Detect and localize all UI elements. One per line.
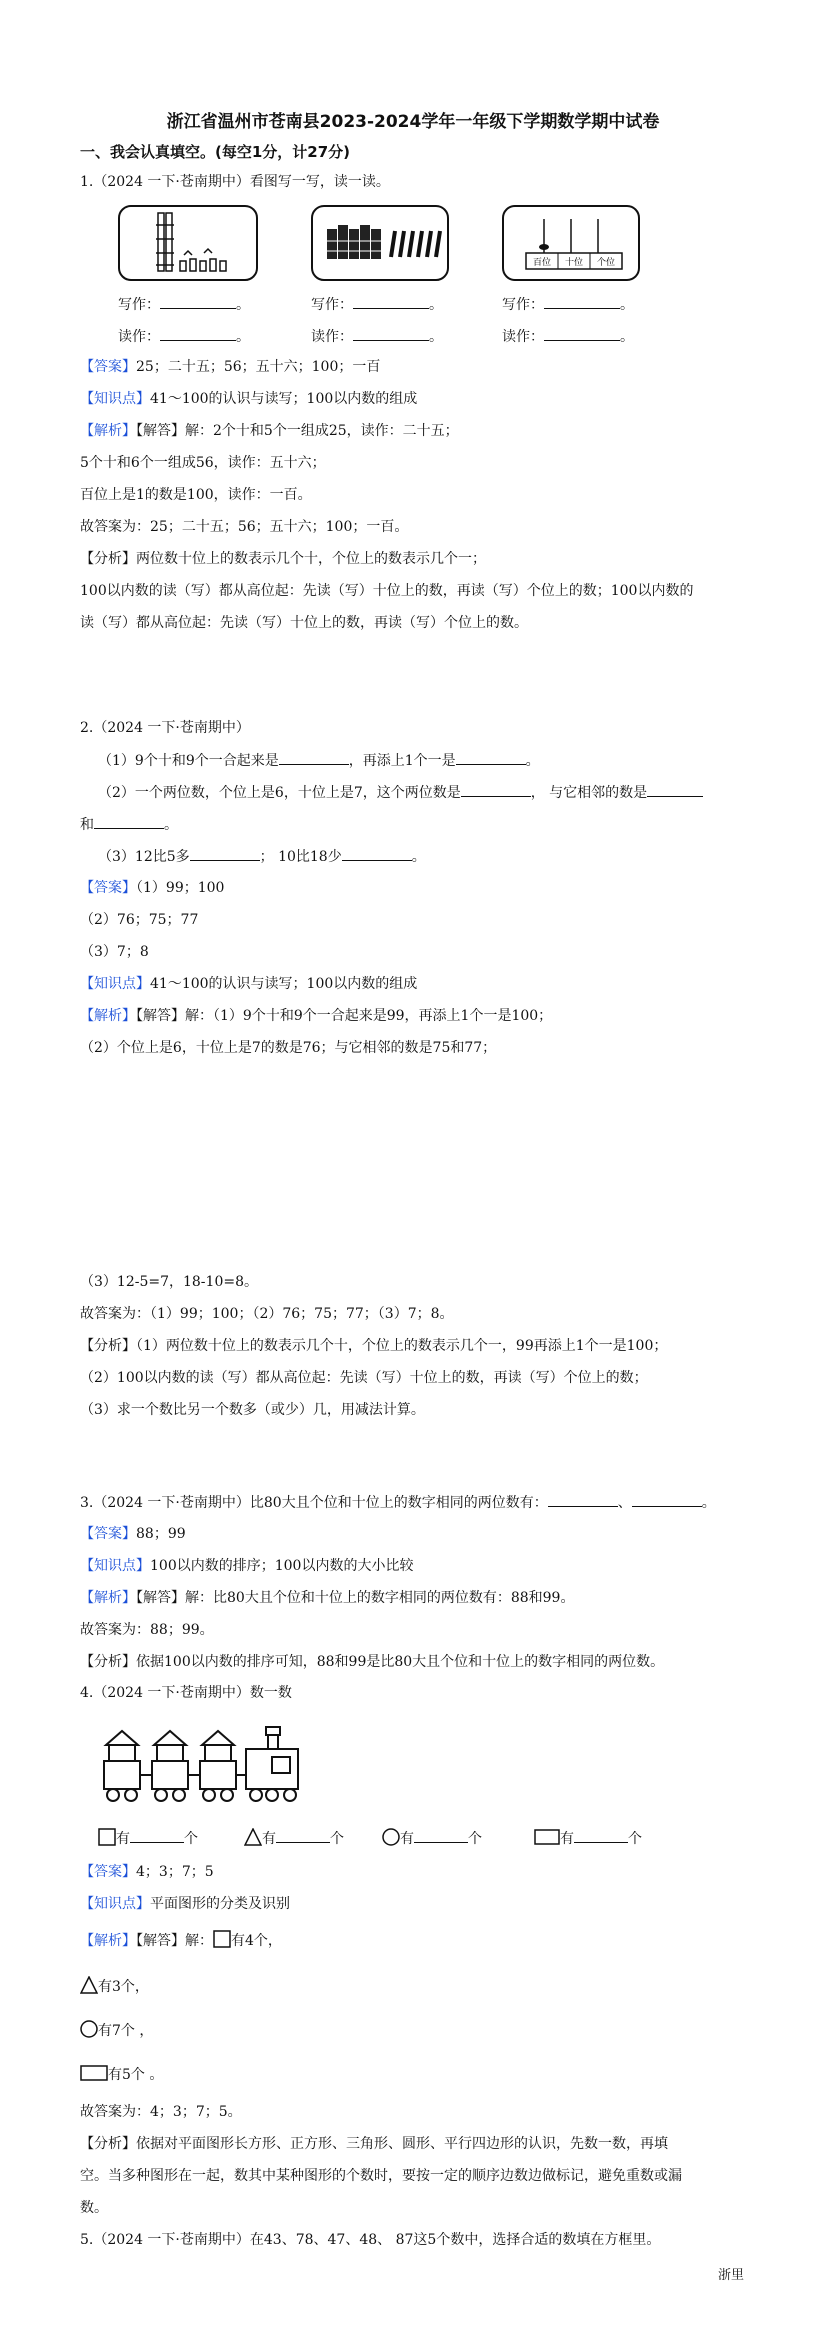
q1-solution-line: 5个十和6个一组成56，读作：五十六； <box>80 455 326 471</box>
q4-count-triangle: 有 个 <box>244 1828 344 1849</box>
abacus-label-hundreds: 百位 <box>532 258 552 268</box>
q4-count-rectangle: 有 个 <box>534 1828 642 1849</box>
q1-write-3: 写作： 。 <box>502 294 634 315</box>
page-footer: 浙里 <box>718 2268 745 2283</box>
q2-analysis-line: （2）100以内数的读（写）都从高位起：先读（写）十位上的数，再读（写）个位上的数； <box>80 1370 648 1386</box>
q1-solution-line: 百位上是1的数是100，读作：一百。 <box>80 487 312 503</box>
q2-solution-line: （3）12-5=7，18-10=8。 <box>80 1274 258 1290</box>
q1-figure-abacus <box>502 205 640 281</box>
q2-answer: 【答案】（1）99；100 <box>80 880 225 896</box>
q1-analysis-line: 100以内数的读（写）都从高位起：先读（写）十位上的数，再读（写）个位上的数；100以内数的 <box>80 583 694 599</box>
q3-solution-line: 故答案为：88；99。 <box>80 1622 214 1638</box>
q4-analysis-line: 空。当多种图形在一起，数其中某种图形的个数时，要按一定的顺序边数边做标记，避免重数或漏 <box>80 2168 682 2184</box>
q1-solution-line: 【解析】【解答】解：2个十和5个一组成25，读作：二十五； <box>80 423 459 439</box>
q2-part2: （2）一个两位数，个位上是6，十位上是7，这个两位数是 ， 与它相邻的数是 <box>98 782 703 803</box>
q4-analysis-line: 数。 <box>80 2200 108 2216</box>
q1-analysis-line: 读（写）都从高位起：先读（写）十位上的数，再读（写）个位上的数。 <box>80 615 528 631</box>
triangle-icon <box>244 1828 262 1846</box>
q1-write-1: 写作： 。 <box>118 294 250 315</box>
section-heading: 一、我会认真填空。(每空1分，计27分) <box>80 143 351 161</box>
q1-read-1: 读作： 。 <box>118 326 250 347</box>
q1-analysis-line: 【分析】两位数十位上的数表示几个十，个位上的数表示几个一； <box>80 551 486 567</box>
q1-figure-sticks <box>118 205 258 281</box>
page-title: 浙江省温州市苍南县2023-2024学年一年级下学期数学期中试卷 <box>166 112 660 132</box>
q2-answer-line: （3）7；8 <box>80 944 149 960</box>
q4-solution-square: 【解析】【解答】解： 有4个， <box>80 1930 282 1951</box>
q4-solution-line: 故答案为：4；3；7；5。 <box>80 2104 242 2120</box>
q1-answer: 【答案】25；二十五；56；五十六；100；一百 <box>80 359 381 375</box>
circle-icon <box>382 1828 400 1846</box>
square-icon <box>213 1930 231 1948</box>
triangle-icon <box>80 1976 98 1994</box>
q2-solution-line: （2）个位上是6，十位上是7的数是76；与它相邻的数是75和77； <box>80 1040 497 1056</box>
q4-analysis-line: 【分析】依据对平面图形长方形、正方形、三角形、圆形、平行四边形的认识，先数一数，再填 <box>80 2136 668 2152</box>
q4-train-figure <box>100 1715 340 1807</box>
q2-solution-line: 【解析】【解答】解：（1）9个十和9个一合起来是99，再添上1个一是100； <box>80 1008 553 1024</box>
q2-analysis-line: （3）求一个数比另一个数多（或少）几，用减法计算。 <box>80 1402 425 1418</box>
q4-count-circle: 有 个 <box>382 1828 482 1849</box>
q4-answer: 【答案】4；3；7；5 <box>80 1864 214 1880</box>
q3-analysis-line: 【分析】依据100以内数的排序可知，88和99是比80大且个位和十位上的数字相同的两位数。 <box>80 1654 665 1670</box>
q2-part1: （1）9个十和9个一合起来是 ，再添上1个一是 。 <box>98 750 540 771</box>
q2-analysis-line: 【分析】（1）两位数十位上的数表示几个十，个位上的数表示几个一，99再添上1个一是100； <box>80 1338 668 1354</box>
q1-read-3: 读作： 。 <box>502 326 634 347</box>
q2-knowledge-point: 【知识点】41～100的认识与读写；100以内数的组成 <box>80 976 418 992</box>
q3-knowledge-point: 【知识点】100以内数的排序；100以内数的大小比较 <box>80 1558 414 1574</box>
abacus-label-tens: 十位 <box>564 258 584 268</box>
rectangle-icon <box>534 1828 560 1846</box>
q4-count-square: 有 个 <box>98 1828 198 1849</box>
q3-solution-line: 【解析】【解答】解：比80大且个位和十位上的数字相同的两位数有：88和99。 <box>80 1590 575 1606</box>
q1-figure-bundles <box>311 205 449 281</box>
q1-read-2: 读作： 。 <box>311 326 443 347</box>
q1-stem: 1.（2024 一下·苍南期中）看图写一写，读一读。 <box>80 174 390 190</box>
q5-stem: 5.（2024 一下·苍南期中）在43、78、47、48、 87这5个数中，选择合适的数填在方框里。 <box>80 2232 661 2248</box>
q1-knowledge-point: 【知识点】41～100的认识与读写；100以内数的组成 <box>80 391 418 407</box>
q4-solution-rectangle: 有5个 。 <box>80 2064 163 2085</box>
q4-knowledge-point: 【知识点】平面图形的分类及识别 <box>80 1896 290 1912</box>
q2-stem: 2.（2024 一下·苍南期中） <box>80 720 250 736</box>
square-icon <box>98 1828 116 1846</box>
circle-icon <box>80 2020 98 2038</box>
q2-solution-line: 故答案为：（1）99；100；（2）76；75；77；（3）7；8。 <box>80 1306 454 1322</box>
q3-stem: 3.（2024 一下·苍南期中）比80大且个位和十位上的数字相同的两位数有： 、 。 <box>80 1492 716 1513</box>
q1-solution-line: 故答案为：25；二十五；56；五十六；100；一百。 <box>80 519 409 535</box>
rectangle-icon <box>80 2064 108 2082</box>
q2-answer-line: （2）76；75；77 <box>80 912 199 928</box>
q3-answer: 【答案】88；99 <box>80 1526 186 1542</box>
q4-solution-triangle: 有3个， <box>80 1976 149 1997</box>
q2-part2-cont: 和 。 <box>80 814 178 835</box>
q2-part3: （3）12比5多 ； 10比18少 。 <box>98 846 426 867</box>
abacus-label-ones: 个位 <box>596 258 616 268</box>
q4-solution-circle: 有7个 ， <box>80 2020 153 2041</box>
q4-stem: 4.（2024 一下·苍南期中）数一数 <box>80 1685 292 1701</box>
q1-write-2: 写作： 。 <box>311 294 443 315</box>
